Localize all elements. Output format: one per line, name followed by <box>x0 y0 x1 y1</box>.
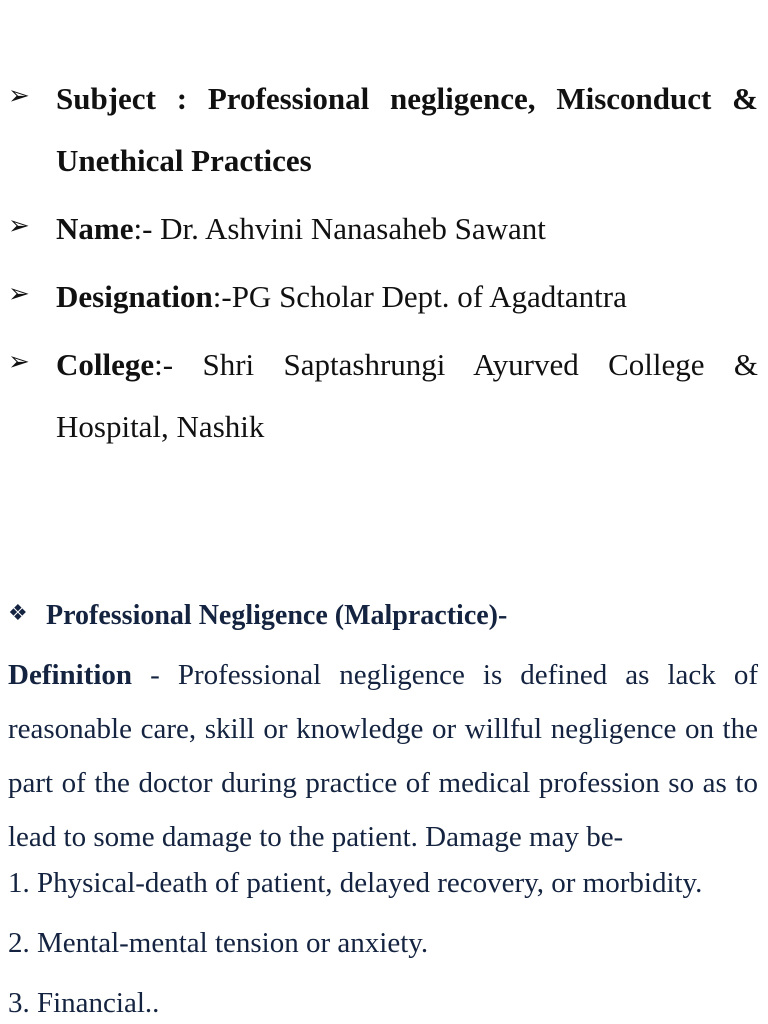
definition-text: - Professional negligence is defined as lack of reasonable care, skill or knowledge or willful negligence on the part of the doctor during practice of medical profession so as to lead to some damage to the patient. Damage may be- <box>8 659 758 853</box>
diamond-bullet-icon: ❖ <box>8 601 28 626</box>
definition-label: Definition <box>8 659 133 691</box>
arrow-bullet-icon: ➢ <box>8 347 30 377</box>
designation-bullet <box>0 266 768 328</box>
section-heading <box>0 588 768 644</box>
damage-item-mental: 2. Mental-mental tension or anxiety. <box>8 927 429 959</box>
arrow-bullet-icon: ➢ <box>8 81 30 111</box>
designation-value: PG Scholar Dept. of Agadtantra <box>231 279 627 314</box>
damage-item-physical: 1. Physical-death of patient, delayed recovery, or morbidity. <box>8 867 703 899</box>
section-heading-text: Professional Negligence (Malpractice)- <box>46 600 508 631</box>
designation-separator: :- <box>212 279 232 314</box>
damage-item-financial: 3. Financial.. <box>8 987 160 1019</box>
definition-paragraph <box>0 644 768 864</box>
college-label: College <box>56 347 155 382</box>
negligence-section <box>0 588 768 1018</box>
name-label: Name <box>56 211 134 246</box>
subject-label: Subject : <box>56 81 208 116</box>
subject-value: Professional negligence, Misconduct & Unethical Practices <box>56 81 758 178</box>
college-value: Shri Saptashrungi Ayurved College & Hospital, Nashik <box>56 347 759 444</box>
arrow-bullet-icon: ➢ <box>8 279 30 309</box>
designation-label: Designation <box>56 279 213 314</box>
damage-list <box>0 868 768 1018</box>
name-separator: :- <box>133 211 161 246</box>
subject-bullet <box>0 68 768 192</box>
header-bullet-list <box>0 68 768 464</box>
name-value: Dr. Ashvini Nanasaheb Sawant <box>160 211 546 246</box>
name-bullet <box>0 198 768 260</box>
college-separator: :- <box>154 347 203 382</box>
college-bullet <box>0 334 768 458</box>
arrow-bullet-icon: ➢ <box>8 211 30 241</box>
